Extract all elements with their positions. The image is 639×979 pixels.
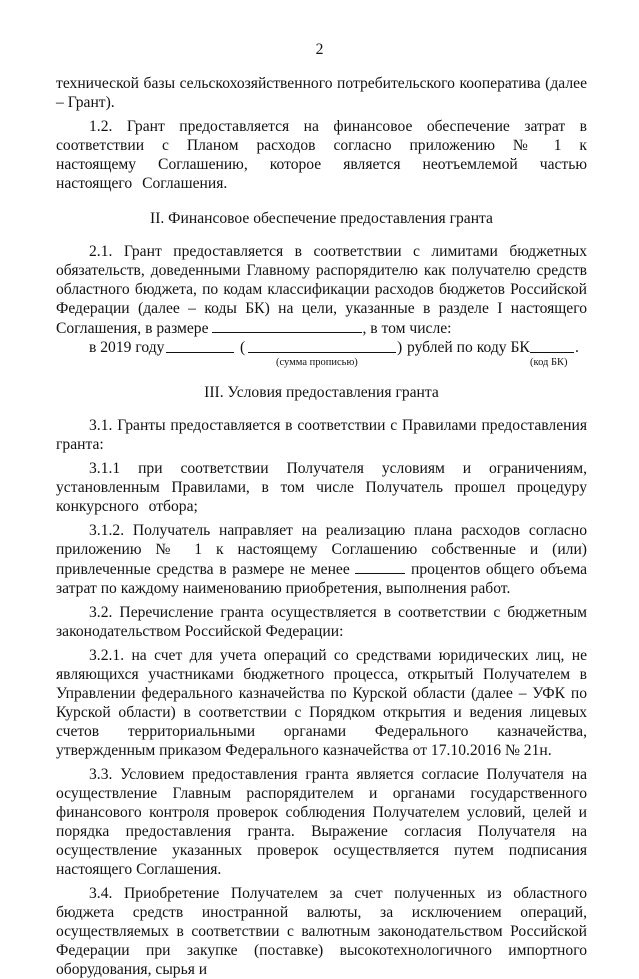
paragraph-3-3: 3.3. Условием предоставления гранта является согласие Получателя на осуществление Главным распорядителем и органами государственного финансового контроля проверок соблюдения Получателем условий, целей и порядка предоставления гранта. Выражение согласия Получателя на осуществление указанных проверок осуществляется путем подписания настоящего Соглашения. [56, 766, 587, 878]
paragraph-3-1-2-text: 3.1.2. Получатель направляет на реализацию плана расходов согласно приложению № 1 к настоящему Соглашению собственные и (или) привлеченные средства в размере не менее [56, 522, 587, 578]
paragraph-3-1: 3.1. Гранты предоставляется в соответствии с Правилами предоставления гранта: [56, 417, 587, 453]
grant-amount-blank[interactable] [212, 318, 362, 333]
section-heading-2: II. Финансовое обеспечение предоставления гранта [150, 210, 493, 227]
paragraph-3-4: 3.4. Приобретение Получателем за счет полученных из областного бюджета средств иностранной валюты, за исключением операций, осуществляемых в соответствии с валютным законодательством Российской Федерации при закупке (поставке) высокотехнологичного импортного оборудования, сырья и [56, 885, 587, 978]
paragraph-2-1-tail: , в том числе: [362, 320, 452, 337]
paragraph-1-2: 1.2. Грант предоставляется на финансовое обеспечение затрат в соответствии с Планом расходов согласно приложению № 1 к настоящему Соглашению, которое является неотъемлемой частью настоящего Соглашения. [56, 118, 587, 192]
budget-code-blank[interactable] [530, 338, 574, 353]
caption-budget-code: (код БК) [530, 357, 568, 368]
caption-amount-in-words: (сумма прописью) [276, 357, 358, 368]
amount-code-label: рублей по коду БК [407, 339, 530, 356]
paragraph-3-1-2 [56, 521, 587, 598]
section-heading-3: III. Условия предоставления гранта [204, 384, 439, 401]
amount-close-paren: ) [397, 339, 403, 356]
amount-digits-blank[interactable] [166, 338, 234, 353]
paragraph-3-1-2-tail: процентов общего объема затрат по каждому наименованию приобретения, выполнения работ. [56, 561, 587, 597]
amount-row [56, 338, 587, 357]
page-number: 2 [315, 41, 324, 58]
paragraph-3-1-1: 3.1.1 при соответствии Получателя условиям и ограничениям, установленным Правилами, в том числе Получатель прошел процедуру конкурсного отбора; [56, 460, 587, 515]
amount-year-label: в 2019 году [89, 339, 165, 356]
paragraph-2-1-text: 2.1. Грант предоставляется в соответствии с лимитами бюджетных обязательств, доведенными Главному распорядителю как получателю средств областного бюджета, по кодам классификации расходов бюджетов Российской Федерации (далее – коды БК) на цели, указанные в разделе I настоящего Соглашения, в размере [56, 243, 587, 337]
paragraph-3-2-1: 3.2.1. на счет для учета операций со средствами юридических лиц, не являющихся участниками бюджетного процесса, открытый Получателем в Управлении федерального казначейства по Курской области (далее – УФК по Курской области) в соответствии с Порядком открытия и ведения лицевых счетов территориальными органами Федерального казначейства, утвержденным приказом Федерального казначейства от 17.10.2016 № 21н. [56, 647, 587, 759]
paragraph-3-2: 3.2. Перечисление гранта осуществляется в соответствии с бюджетным законодательством Российской Федерации: [56, 604, 587, 640]
amount-end-dot: . [575, 339, 579, 356]
amount-words-blank[interactable] [248, 338, 396, 353]
amount-caption-row [56, 357, 587, 369]
document-body [56, 74, 587, 979]
own-funds-percent-blank[interactable] [355, 559, 405, 574]
amount-open-paren: ( [240, 339, 246, 356]
paragraph-2-1 [56, 242, 587, 338]
paragraph-intro-continuation: технической базы сельскохозяйственного потребительского кооператива (далее – Грант). [56, 75, 587, 111]
